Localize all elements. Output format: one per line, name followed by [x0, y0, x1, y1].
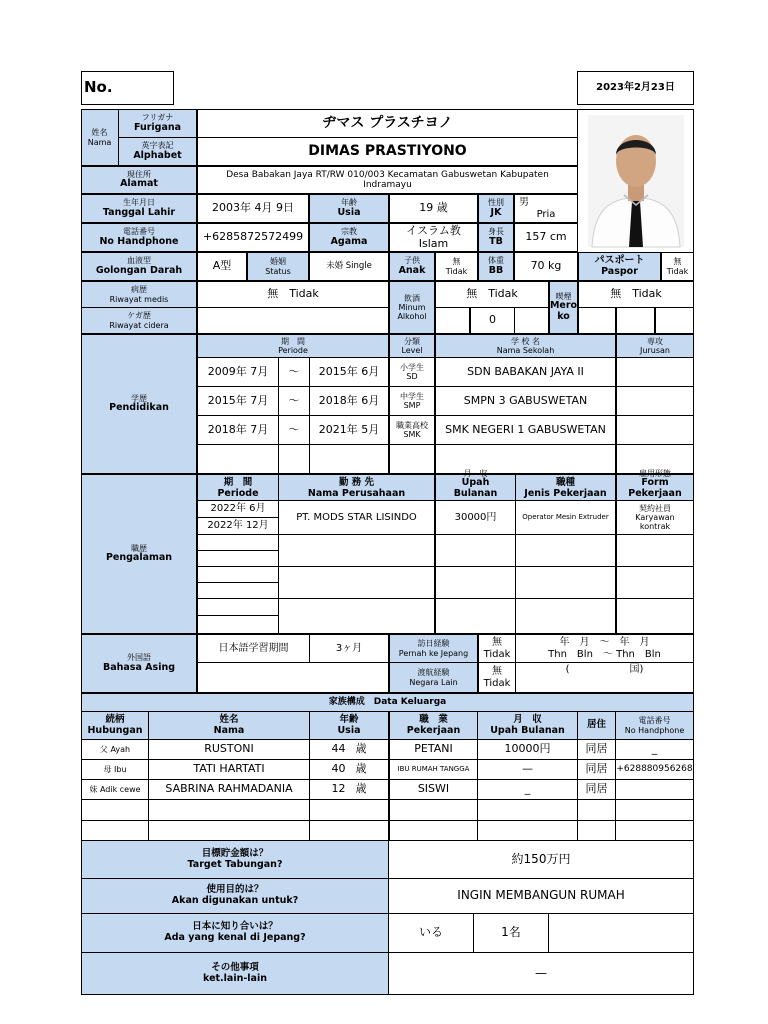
- family-job: SISWI: [389, 779, 478, 800]
- family-empty: [577, 820, 616, 841]
- edu-empty: [389, 444, 435, 474]
- alcohol-count: 0: [470, 307, 515, 334]
- family-empty: [615, 820, 694, 841]
- edu-empty: [309, 444, 389, 474]
- family-header-name: 姓名 Nama: [148, 711, 310, 740]
- work-form: 契約社員 Karyawan kontrak: [616, 500, 694, 535]
- edu-sep: ～: [278, 357, 310, 387]
- work-job: Operator Mesin Extruder: [515, 500, 616, 535]
- name-label: 姓名 Nama: [87, 128, 112, 147]
- medical-value: 無 Tidak: [197, 281, 389, 308]
- work-empty: [197, 550, 279, 567]
- language-study-label: 日本語学習期間: [197, 634, 310, 663]
- phone-value: +6285872572499: [197, 223, 309, 252]
- alcohol-blank-2: [514, 307, 549, 334]
- work-company-header: 勤 務 先 Nama Perusahaan: [278, 474, 435, 501]
- work-period-header: 期 間 Periode: [197, 474, 279, 501]
- family-empty: [389, 799, 478, 821]
- edu-level: 職業高校 SMK: [389, 415, 435, 445]
- birthdate-value: 2003年 4月 9日: [197, 194, 309, 223]
- children-value: 無 Tidak: [435, 252, 478, 281]
- family-relation: 母 Ibu: [81, 759, 149, 780]
- marital-label: 婚姻 Status: [247, 252, 309, 281]
- language-empty: [197, 662, 389, 693]
- alphabet-value: DIMAS PRASTIYONO: [197, 137, 578, 166]
- edu-to: 2021年 5月: [309, 415, 389, 445]
- passport-value: 無 Tidak: [661, 252, 694, 281]
- work-empty: [616, 566, 694, 599]
- family-job: IBU RUMAH TANGGA: [389, 759, 478, 780]
- alcohol-blank: [435, 307, 470, 334]
- edu-major: [616, 386, 694, 416]
- edu-empty: [278, 444, 310, 474]
- family-phone: [615, 779, 694, 800]
- work-empty: [278, 566, 435, 599]
- family-income: —: [477, 759, 578, 780]
- work-company: PT. MODS STAR LISINDO: [278, 500, 435, 535]
- family-empty: [309, 820, 389, 841]
- edu-major: [616, 357, 694, 387]
- work-empty: [197, 598, 279, 616]
- religion-label: 宗教 Agama: [309, 223, 389, 252]
- address-value: Desa Babakan Jaya RT/RW 010/003 Kecamatan Gabuswetan Kabupaten Indramayu: [197, 166, 578, 194]
- smoke-blank-2: [616, 307, 655, 334]
- other-value: —: [388, 952, 694, 995]
- family-age: 44 歳: [309, 739, 389, 760]
- smoke-blank-3: [655, 307, 694, 334]
- family-header-phone: 電話番号 No Handphone: [615, 711, 694, 740]
- family-live: 同居: [577, 759, 616, 780]
- family-income: 10000円: [477, 739, 578, 760]
- work-empty: [435, 534, 516, 567]
- height-label: 身長 TB: [478, 223, 514, 252]
- work-label: 職歴 Pengalaman: [81, 474, 197, 634]
- education-level-header: 分類 Level: [389, 334, 435, 358]
- acquaintance-count: 1名: [473, 913, 549, 953]
- acquaintance-empty: [548, 913, 694, 953]
- visit-japan-label: 訪日経験 Pernah ke Jepang: [389, 634, 478, 663]
- edu-to: 2018年 6月: [309, 386, 389, 416]
- work-empty: [515, 534, 616, 567]
- family-income: _: [477, 779, 578, 800]
- education-school-header: 学 校 名 Nama Sekolah: [435, 334, 616, 358]
- language-study-value: 3ヶ月: [309, 634, 389, 663]
- work-empty: [197, 582, 279, 599]
- alcohol-label: 飲酒 Minum Alkohol: [389, 281, 435, 334]
- family-name: RUSTONI: [148, 739, 310, 760]
- furigana-label: フリガナ Furigana: [118, 109, 197, 138]
- edu-school: SDN BABAKAN JAYA II: [435, 357, 616, 387]
- sex-label: 性別 JK: [478, 194, 514, 223]
- family-age: 40 歳: [309, 759, 389, 780]
- family-relation: 父 Ayah: [81, 739, 149, 760]
- family-name: SABRINA RAHMADANIA: [148, 779, 310, 800]
- education-label: 学歴 Pendidikan: [81, 334, 197, 474]
- work-salary-header: 月 収 Upah Bulanan: [435, 474, 516, 501]
- work-to: 2022年 12月: [197, 517, 279, 535]
- work-empty: [278, 534, 435, 567]
- family-title: 家族構成 Data Keluarga: [81, 693, 694, 712]
- edu-level: 中学生 SMP: [389, 386, 435, 416]
- target-savings-label: 目標貯金額は？ Target Tabungan?: [81, 840, 389, 879]
- smoke-blank: [578, 307, 616, 334]
- family-live: 同居: [577, 779, 616, 800]
- children-label: 子供 Anak: [389, 252, 435, 281]
- family-relation: 妹 Adik cewe: [81, 779, 149, 800]
- weight-value: 70 kg: [514, 252, 578, 281]
- education-period-header: 期 間 Periode: [197, 334, 389, 358]
- family-live: 同居: [577, 739, 616, 760]
- family-header-relation: 続柄 Hubungan: [81, 711, 149, 740]
- smoke-label: 喫煙 Mero ko: [549, 281, 578, 334]
- family-header-age: 年齢 Usia: [309, 711, 389, 740]
- work-empty: [197, 534, 279, 551]
- address-label: 現住所 Alamat: [81, 166, 197, 194]
- family-empty: [148, 799, 310, 821]
- family-empty: [309, 799, 389, 821]
- other-label: その他事項 ket.lain-lain: [81, 952, 389, 995]
- work-empty: [616, 598, 694, 634]
- family-empty: [615, 799, 694, 821]
- family-empty: [81, 799, 149, 821]
- alcohol-value: 無 Tidak: [435, 281, 549, 308]
- edu-to: 2015年 6月: [309, 357, 389, 387]
- family-empty: [81, 820, 149, 841]
- age-value: 19 歳: [389, 194, 478, 223]
- edu-from: 2015年 7月: [197, 386, 279, 416]
- alphabet-label: 英字表記 Alphabet: [118, 137, 197, 166]
- work-empty: [278, 598, 435, 634]
- religion-value: イスラム教 Islam: [389, 223, 478, 252]
- medical-label: 病歴 Riwayat medis: [81, 281, 197, 308]
- age-label: 年齢 Usia: [309, 194, 389, 223]
- no-label: No.: [81, 71, 174, 105]
- family-empty: [477, 799, 578, 821]
- document-date: 2023年2月23日: [577, 71, 694, 105]
- edu-school: SMPN 3 GABUSWETAN: [435, 386, 616, 416]
- abroad-country: ( 国): [515, 662, 694, 693]
- acquaintance-label: 日本に知り合いは？ Ada yang kenal di Jepang?: [81, 913, 389, 953]
- edu-empty: [435, 444, 616, 474]
- work-empty: [616, 534, 694, 567]
- purpose-label: 使用目的は？ Akan digunakan untuk?: [81, 878, 389, 914]
- work-from: 2022年 6月: [197, 500, 279, 518]
- purpose-value: INGIN MEMBANGUN RUMAH: [388, 878, 694, 914]
- abroad-value: 無 Tidak: [478, 662, 516, 693]
- blood-label: 血液型 Golongan Darah: [81, 252, 197, 281]
- family-header-live: 居住: [577, 711, 616, 740]
- family-job: PETANI: [389, 739, 478, 760]
- blood-value: A型: [197, 252, 247, 281]
- smoke-value: 無 Tidak: [578, 281, 694, 308]
- birthdate-label: 生年月日 Tanggal Lahir: [81, 194, 197, 223]
- education-major-header: 専攻 Jurusan: [616, 334, 694, 358]
- visit-period: 年 月 ～ 年 月 Thn Bln ～ Thn Bln: [515, 634, 694, 663]
- work-form-header: 雇用形態 Form Pekerjaan: [616, 474, 694, 501]
- marital-value: 未婚 Single: [309, 252, 389, 281]
- furigana-value: ヂマス プラスチヨノ: [197, 109, 578, 138]
- injury-label: ケガ歴 Riwayat cidera: [81, 307, 197, 334]
- family-name: TATI HARTATI: [148, 759, 310, 780]
- edu-empty: [197, 444, 279, 474]
- edu-from: 2018年 7月: [197, 415, 279, 445]
- family-header-income: 月 収 Upah Bulanan: [477, 711, 578, 740]
- sex-value: 男 Pria: [514, 194, 578, 223]
- family-phone: _: [615, 739, 694, 760]
- family-header-job: 職 業 Pekerjaan: [389, 711, 478, 740]
- edu-school: SMK NEGERI 1 GABUSWETAN: [435, 415, 616, 445]
- acquaintance-value: いる: [388, 913, 474, 953]
- weight-label: 体重 BB: [478, 252, 514, 281]
- family-phone: +628880956268: [615, 759, 694, 780]
- family-empty: [389, 820, 478, 841]
- visit-japan-value: 無 Tidak: [478, 634, 516, 663]
- abroad-label: 渡航経験 Negara Lain: [389, 662, 478, 693]
- height-value: 157 cm: [514, 223, 578, 252]
- work-empty: [435, 566, 516, 599]
- work-empty: [515, 598, 616, 634]
- edu-major: [616, 415, 694, 445]
- work-empty: [515, 566, 616, 599]
- work-salary: 30000円: [435, 500, 516, 535]
- edu-sep: ～: [278, 415, 310, 445]
- work-empty: [197, 615, 279, 634]
- edu-sep: ～: [278, 386, 310, 416]
- edu-from: 2009年 7月: [197, 357, 279, 387]
- family-empty: [577, 799, 616, 821]
- work-job-header: 職種 Jenis Pekerjaan: [515, 474, 616, 501]
- target-savings-value: 約150万円: [388, 840, 694, 879]
- work-empty: [435, 598, 516, 634]
- injury-value: [197, 307, 389, 334]
- applicant-photo: [588, 115, 684, 247]
- work-empty: [197, 566, 279, 583]
- phone-label: 電話番号 No Handphone: [81, 223, 197, 252]
- family-age: 12 歳: [309, 779, 389, 800]
- photo-frame: [577, 109, 694, 253]
- family-empty: [148, 820, 310, 841]
- language-label: 外国語 Bahasa Asing: [81, 634, 197, 693]
- family-empty: [477, 820, 578, 841]
- edu-level: 小学生 SD: [389, 357, 435, 387]
- passport-label: パスポート Paspor: [578, 252, 661, 281]
